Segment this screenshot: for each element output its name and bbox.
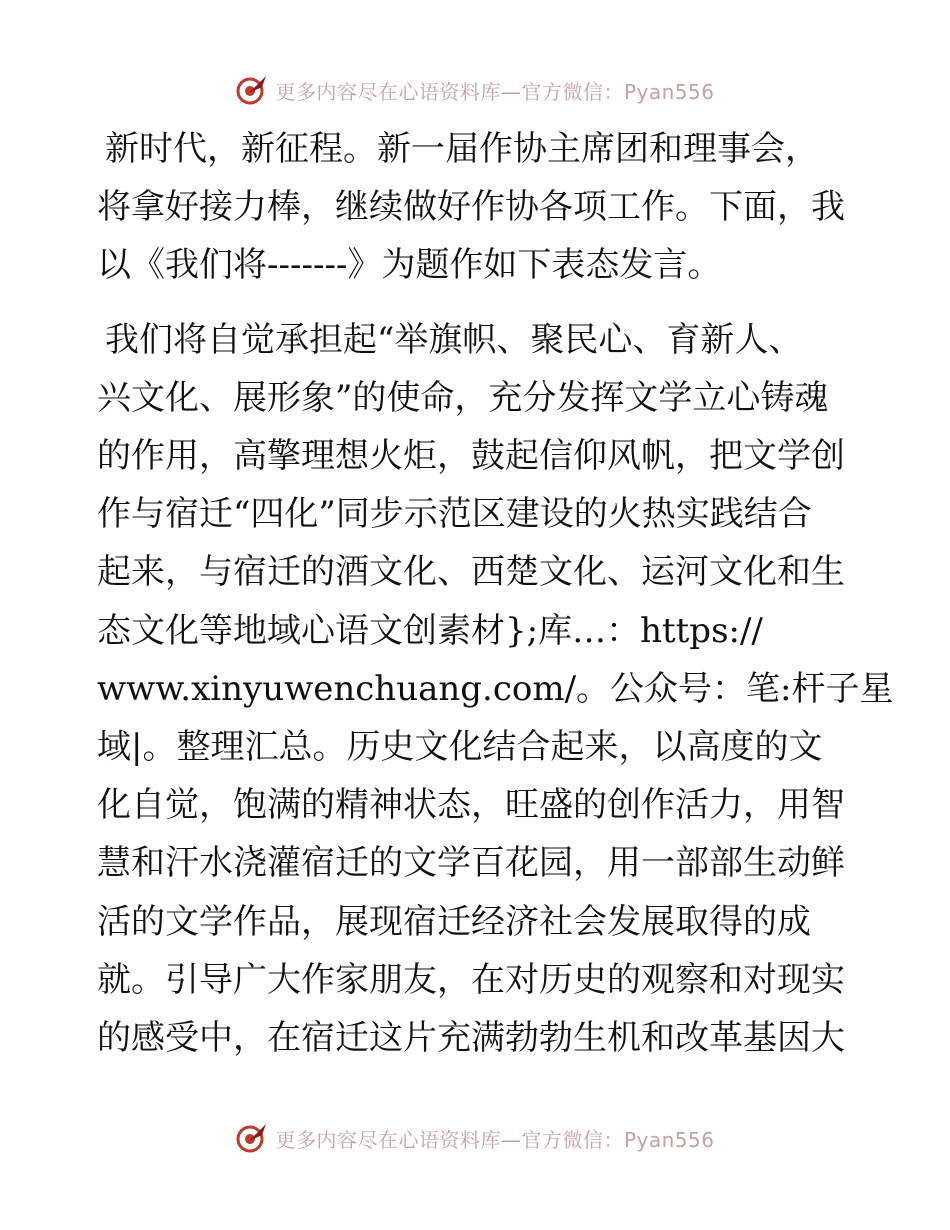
footer-watermark-banner xyxy=(0,1118,950,1158)
text-line: 以《我们将-------》为题作如下表态发言。 xyxy=(97,245,722,286)
text-line: 就。引导广大作家朋友，在对历史的观察和对现实 xyxy=(97,959,845,1000)
document-body xyxy=(97,120,894,1067)
text-line: 域|。整理汇总。历史文化结合起来，以高度的文 xyxy=(97,727,823,768)
text-line: 的作用，高擎理想火炬，鼓起信仰风帆，把文学创 xyxy=(97,436,845,477)
paragraph-2 xyxy=(97,311,894,1068)
paragraph-1 xyxy=(97,120,857,295)
text-line: 化自觉，饱满的精神状态，旺盛的创作活力，用智 xyxy=(97,785,845,826)
footer-banner-text: 更多内容尽在心语资料库—官方微信：Pyan556 xyxy=(275,1127,715,1152)
text-line: 新时代，新征程。新一届作协主席团和理事会， xyxy=(105,129,819,169)
text-line: 作与宿迁“四化”同步示范区建设的火热实践结合 xyxy=(97,494,812,535)
text-line: 活的文学作品，展现宿迁经济社会发展取得的成 xyxy=(97,901,811,942)
text-line: 兴文化、展形象”的使命，充分发挥文学立心铸魂 xyxy=(97,377,829,418)
text-line: 慧和汗水浇灌宿迁的文学百花园，用一部部生动鲜 xyxy=(97,843,845,884)
header-banner-text: 更多内容尽在心语资料库—官方微信：Pyan556 xyxy=(275,79,715,104)
text-line: 态文化等地域心语文创素材};库…：https:// xyxy=(97,610,763,651)
header-watermark-banner xyxy=(0,70,950,110)
text-line: 将拿好接力棒，继续做好作协各项工作。下面，我 xyxy=(97,187,845,228)
text-line: 的感受中，在宿迁这片充满勃勃生机和改革基因大 xyxy=(97,1018,845,1059)
text-line: 起来，与宿迁的酒文化、西楚文化、运河文化和生 xyxy=(97,552,845,593)
text-line: www.xinyuwenchuang.com/。公众号：笔:杆子星 xyxy=(97,668,894,709)
text-line: 我们将自觉承担起“举旗帜、聚民心、育新人、 xyxy=(105,319,803,360)
quill-logo-icon xyxy=(235,73,269,107)
quill-logo-icon xyxy=(235,1121,269,1155)
